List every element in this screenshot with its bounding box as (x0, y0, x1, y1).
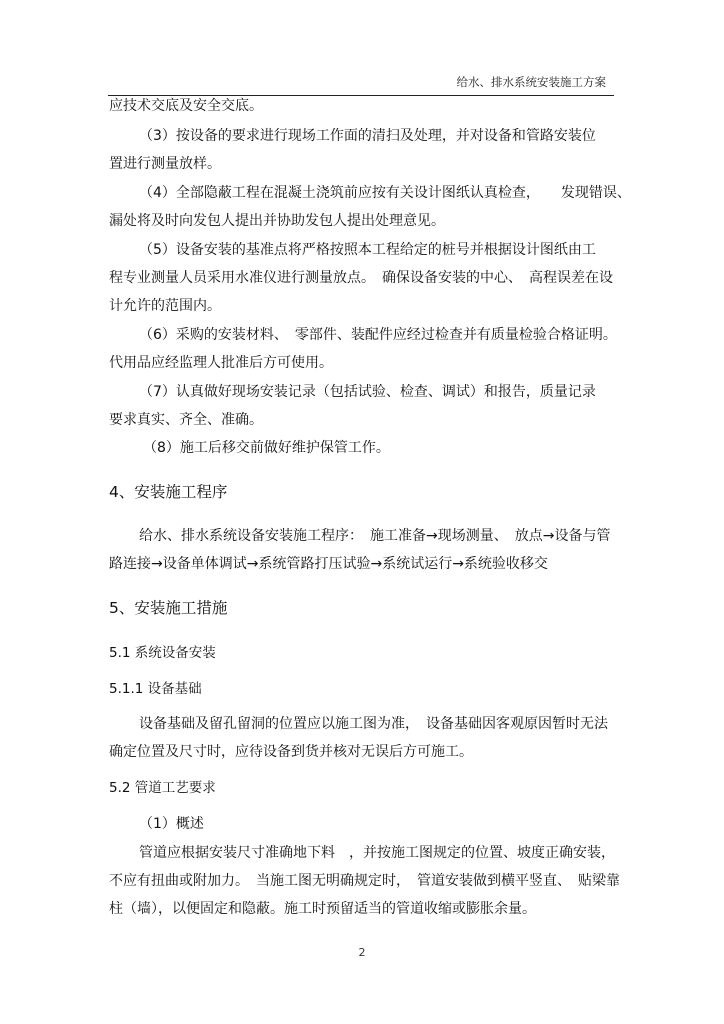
body-line: （3）按设备的要求进行现场工作面的清扫及处理，并对设备和管路安装位 (139, 128, 596, 144)
body-line: 代用品应经监理人批准后方可使用。 (109, 355, 333, 371)
body-line: （5）设备安装的基准点将严格按照本工程给定的桩号并根据设计图纸由工 (139, 242, 596, 258)
body-line: （1）概述 (139, 816, 204, 832)
header-title: 给水、排水系统安装施工方案 (456, 75, 606, 89)
body-line: 给水、排水系统设备安装施工程序： 施工准备→现场测量、 放点→设备与管 (139, 528, 611, 544)
subsection-heading: 5.1.1 设备基础 (109, 681, 202, 697)
page-header (108, 71, 614, 96)
body-line: 置进行测量放样。 (109, 156, 221, 172)
body-line: （8）施工后移交前做好维护保管工作。 (143, 440, 390, 456)
body-line: （4）全部隐蔽工程在混凝土浇筑前应按有关设计图纸认真检查， 发现错误、 (139, 185, 631, 201)
section-heading: 5、安装施工措施 (109, 599, 228, 617)
body-line: 不应有扭曲或附加力。 当施工图无明确规定时， 管道安装做到横平竖直、 贴梁靠 (109, 873, 620, 889)
body-line: 管道应根据安装尺寸准确地下料 ，并按施工图规定的位置、坡度正确安装， (139, 845, 615, 861)
body-line: 路连接→设备单体调试→系统管路打压试验→系统试运行→系统验收移交 (109, 556, 548, 572)
body-line: 应技术交底及安全交底。 (109, 98, 263, 114)
body-line: （7）认真做好现场安装记录（包括试验、检查、调试）和报告，质量记录 (139, 384, 596, 400)
body-line: （6）采购的安装材料、 零部件、装配件应经过检查并有质量检验合格证明。 (139, 327, 617, 343)
body-line: 漏处将及时向发包人提出并协助发包人提出处理意见。 (109, 213, 445, 229)
body-line: 设备基础及留孔留洞的位置应以施工图为准， 设备基础因客观原因暂时无法 (139, 716, 608, 732)
subsection-heading: 5.2 管道工艺要求 (109, 780, 216, 796)
body-line: 确定位置及尺寸时，应待设备到货并核对无误后方可施工。 (109, 744, 473, 760)
body-line: 柱（墙），以便固定和隐蔽。施工时预留适当的管道收缩或膨胀余量。 (109, 901, 536, 917)
subsection-heading: 5.1 系统设备安装 (109, 645, 216, 661)
page-number: 2 (358, 946, 366, 959)
body-line: 要求真实、齐全、准确。 (109, 412, 263, 428)
section-heading: 4、安装施工程序 (109, 483, 228, 501)
body-line: 程专业测量人员采用水准仪进行测量放点。 确保设备安装的中心、 高程误差在设 (109, 270, 613, 286)
body-line: 计允许的范围内。 (109, 298, 221, 314)
